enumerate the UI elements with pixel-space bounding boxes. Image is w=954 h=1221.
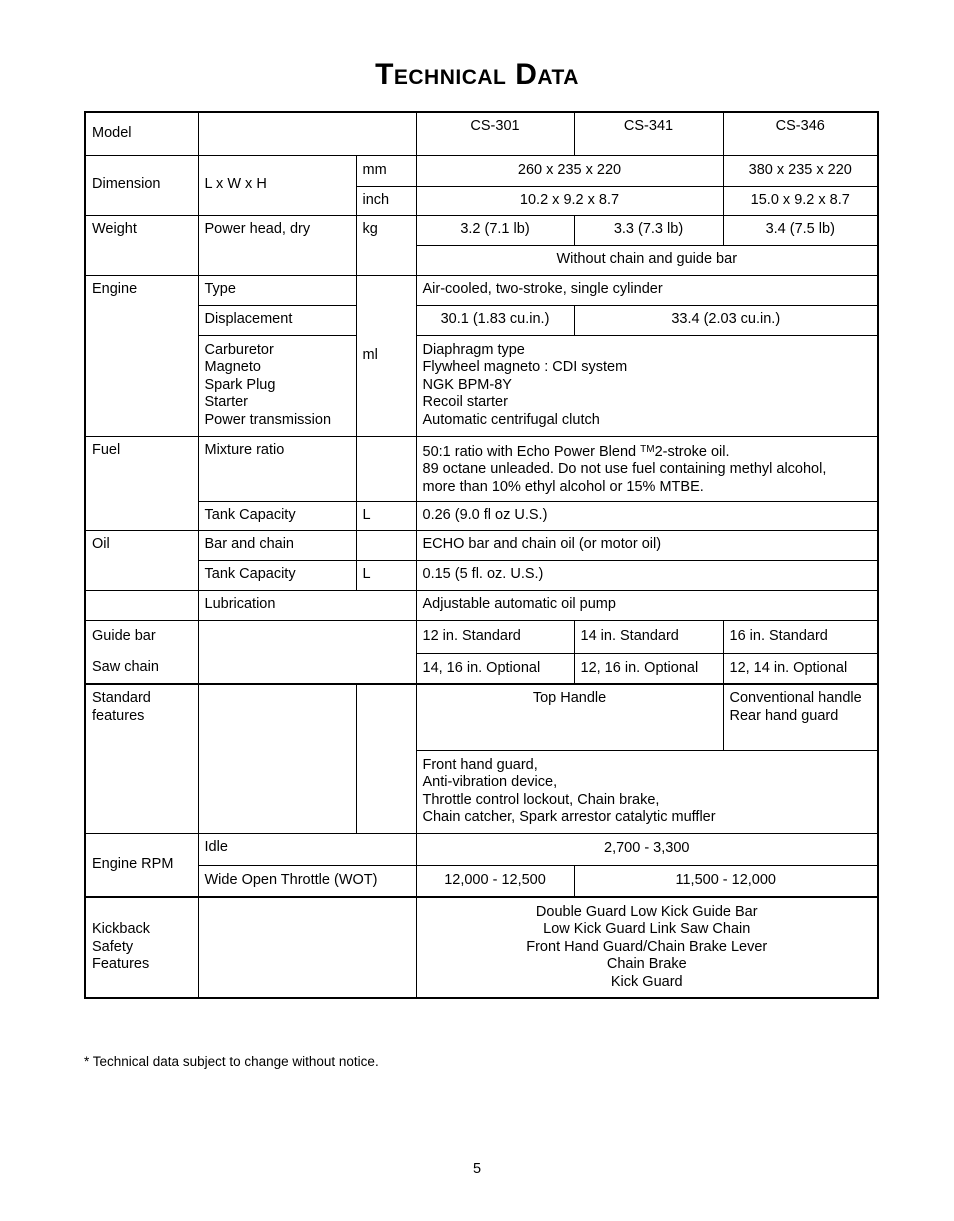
dimension-row-mm bbox=[85, 155, 878, 186]
standard-features-blank bbox=[198, 684, 356, 833]
engine-displacement-row bbox=[85, 305, 878, 335]
standard-features-label bbox=[85, 684, 198, 833]
rpm-wot-row bbox=[85, 865, 878, 897]
dimension-unit-mm: mm bbox=[356, 155, 416, 186]
model-cs341: CS-341 bbox=[574, 112, 723, 155]
kickback-label-line3: Features bbox=[92, 956, 150, 973]
lubrication-value: Adjustable automatic oil pump bbox=[416, 590, 878, 620]
fuel-mixture-line2: 89 octane unleaded. Do not use fuel containing methyl alcohol, bbox=[422, 461, 827, 478]
weight-cs346: 3.4 (7.5 lb) bbox=[723, 215, 878, 245]
footnote: * Technical data subject to change without notice. bbox=[84, 1054, 379, 1069]
weight-row bbox=[85, 215, 878, 245]
dimension-inch-346: 15.0 x 9.2 x 8.7 bbox=[723, 186, 878, 215]
oil-tank-unit: L bbox=[356, 560, 416, 590]
engine-label: Engine bbox=[85, 275, 198, 436]
oil-bar-unit-blank bbox=[356, 530, 416, 560]
standard-features-unit-blank bbox=[356, 684, 416, 833]
engine-components-row bbox=[85, 335, 878, 436]
lubrication-label: Lubrication bbox=[198, 590, 416, 620]
dimension-sub: L x W x H bbox=[198, 155, 356, 215]
model-cs301: CS-301 bbox=[416, 112, 574, 155]
starter-label: Starter bbox=[204, 394, 249, 411]
dimension-mm-346: 380 x 235 x 220 bbox=[723, 155, 878, 186]
spark-plug-label: Spark Plug bbox=[204, 376, 276, 393]
weight-note: Without chain and guide bar bbox=[416, 245, 878, 275]
kickback-item-4: Chain Brake bbox=[606, 956, 687, 973]
fuel-mixture-line3: more than 10% ethyl alcohol or 15% MTBE. bbox=[422, 478, 704, 495]
magneto-label: Magneto bbox=[204, 359, 261, 376]
kickback-row bbox=[85, 897, 878, 998]
kickback-label bbox=[85, 897, 198, 998]
carburetor-value: Diaphragm type bbox=[422, 341, 525, 358]
kickback-label-line1: Kickback bbox=[92, 921, 151, 938]
model-cs346: CS-346 bbox=[723, 112, 878, 155]
model-row bbox=[85, 112, 878, 155]
weight-unit: kg bbox=[356, 215, 416, 275]
fuel-mixture-unit-blank bbox=[356, 436, 416, 501]
engine-type-label: Type bbox=[198, 275, 356, 305]
kickback-item-1: Double Guard Low Kick Guide Bar bbox=[535, 903, 758, 920]
starter-value: Recoil starter bbox=[422, 394, 508, 411]
engine-component-values bbox=[416, 335, 878, 436]
model-blank bbox=[198, 112, 416, 155]
kickback-blank bbox=[198, 897, 416, 998]
oil-tank-label: Tank Capacity bbox=[198, 560, 356, 590]
fuel-mixture-line1 bbox=[423, 441, 872, 462]
oil-label: Oil bbox=[85, 530, 198, 590]
top-handle: Top Handle bbox=[416, 684, 723, 750]
engine-type-row bbox=[85, 275, 878, 305]
standard-features-row bbox=[85, 684, 878, 750]
fuel-label: Fuel bbox=[85, 436, 198, 530]
spark-plug-value: NGK BPM-8Y bbox=[422, 376, 512, 393]
common-features bbox=[416, 750, 878, 833]
standard-features-label-line2: features bbox=[92, 707, 145, 724]
fuel-mixture-label: Mixture ratio bbox=[198, 436, 356, 501]
fuel-tank-label: Tank Capacity bbox=[198, 501, 356, 530]
fuel-mixture-line1-b: 2-stroke oil. bbox=[654, 443, 730, 460]
guide-bar-cs341: 14 in. Standard bbox=[574, 620, 723, 653]
common-feature-3: Throttle control lockout, Chain brake, bbox=[422, 791, 660, 808]
fuel-tank-value: 0.26 (9.0 fl oz U.S.) bbox=[416, 501, 878, 530]
oil-bar-value: ECHO bar and chain oil (or motor oil) bbox=[416, 530, 878, 560]
power-transmission-label: Power transmission bbox=[204, 411, 332, 428]
technical-data-table bbox=[84, 111, 879, 999]
guide-bar-blank bbox=[198, 620, 416, 684]
trademark-mark: TM bbox=[640, 443, 655, 455]
saw-chain-cs301: 14, 16 in. Optional bbox=[416, 653, 574, 684]
lubrication-row bbox=[85, 590, 878, 620]
page-title: Technical Data bbox=[375, 58, 579, 91]
guide-bar-label: Guide bar bbox=[85, 620, 198, 653]
lubrication-blank bbox=[85, 590, 198, 620]
common-feature-1: Front hand guard, bbox=[422, 756, 538, 773]
saw-chain-cs346: 12, 14 in. Optional bbox=[723, 653, 878, 684]
saw-chain-cs341: 12, 16 in. Optional bbox=[574, 653, 723, 684]
model-label: Model bbox=[85, 112, 198, 155]
page-number: 5 bbox=[472, 1161, 482, 1177]
wot-cs301: 12,000 - 12,500 bbox=[416, 865, 574, 897]
weight-sub: Power head, dry bbox=[198, 215, 356, 275]
common-feature-2: Anti-vibration device, bbox=[422, 774, 558, 790]
fuel-tank-unit: L bbox=[356, 501, 416, 530]
magneto-value: Flywheel magneto : CDI system bbox=[422, 359, 628, 376]
conventional-handle-line2: Rear hand guard bbox=[729, 707, 839, 724]
idle-value: 2,700 - 3,300 bbox=[416, 833, 878, 865]
power-transmission-value: Automatic centrifugal clutch bbox=[422, 411, 600, 428]
fuel-mixture-line1-a: 50:1 ratio with Echo Power Blend bbox=[422, 443, 637, 460]
kickback-label-line2: Safety bbox=[92, 938, 134, 955]
weight-label: Weight bbox=[85, 215, 198, 275]
engine-type-value: Air-cooled, two-stroke, single cylinder bbox=[416, 275, 878, 305]
guide-bar-row bbox=[85, 620, 878, 653]
kickback-item-5: Kick Guard bbox=[610, 973, 683, 990]
kickback-item-3: Front Hand Guard/Chain Brake Lever bbox=[526, 938, 768, 955]
fuel-mixture-value bbox=[416, 436, 878, 501]
dimension-unit-inch: inch bbox=[356, 186, 416, 215]
oil-bar-label: Bar and chain bbox=[198, 530, 356, 560]
engine-displacement-label: Displacement bbox=[198, 305, 356, 335]
idle-label: Idle bbox=[198, 833, 416, 865]
carburetor-label: Carburetor bbox=[204, 341, 274, 358]
dimension-inch-301-341: 10.2 x 9.2 x 8.7 bbox=[416, 186, 723, 215]
kickback-features bbox=[416, 897, 878, 998]
fuel-mixture-row bbox=[85, 436, 878, 501]
kickback-item-2: Low Kick Guard Link Saw Chain bbox=[543, 921, 751, 938]
oil-tank-value: 0.15 (5 fl. oz. U.S.) bbox=[416, 560, 878, 590]
standard-features-label-line1: Standard bbox=[92, 690, 151, 706]
conventional-handle bbox=[723, 684, 878, 750]
fuel-tank-row bbox=[85, 501, 878, 530]
oil-tank-row bbox=[85, 560, 878, 590]
engine-rpm-label: Engine RPM bbox=[85, 833, 198, 897]
dimension-mm-301-341: 260 x 235 x 220 bbox=[416, 155, 723, 186]
rpm-idle-row bbox=[85, 833, 878, 865]
oil-bar-row bbox=[85, 530, 878, 560]
guide-bar-cs301: 12 in. Standard bbox=[416, 620, 574, 653]
saw-chain-label: Saw chain bbox=[85, 653, 198, 684]
engine-component-labels bbox=[198, 335, 356, 436]
conventional-handle-line1: Conventional handle bbox=[729, 690, 862, 706]
wot-cs341-346: 11,500 - 12,000 bbox=[574, 865, 878, 897]
displacement-cs301: 30.1 (1.83 cu.in.) bbox=[416, 305, 574, 335]
engine-unit: ml bbox=[356, 275, 416, 436]
displacement-cs341-346: 33.4 (2.03 cu.in.) bbox=[574, 305, 878, 335]
weight-cs341: 3.3 (7.3 lb) bbox=[574, 215, 723, 245]
common-feature-4: Chain catcher, Spark arrestor catalytic muffler bbox=[422, 809, 716, 825]
dimension-label: Dimension bbox=[85, 155, 198, 215]
wot-label: Wide Open Throttle (WOT) bbox=[198, 865, 416, 897]
guide-bar-cs346: 16 in. Standard bbox=[723, 620, 878, 653]
weight-cs301: 3.2 (7.1 lb) bbox=[416, 215, 574, 245]
